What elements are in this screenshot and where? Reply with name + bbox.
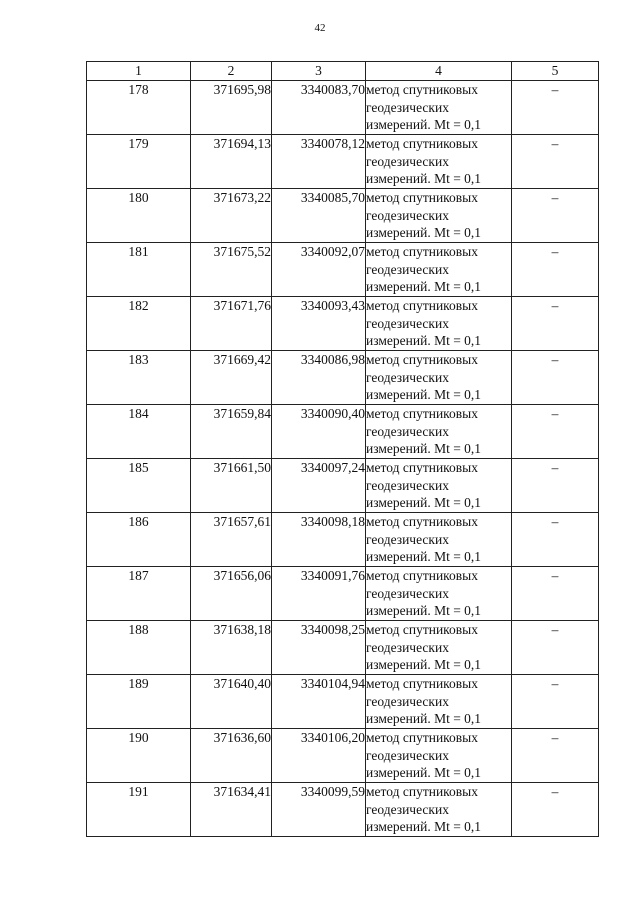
column-header-method: 4 [366, 62, 512, 81]
note-cell: – [512, 459, 599, 513]
method-cell [366, 621, 512, 675]
table-row [87, 405, 599, 459]
note-cell: – [512, 621, 599, 675]
method-line: метод спутниковых [366, 82, 478, 97]
method-cell [366, 405, 512, 459]
y-coordinate-cell: 3340078,12 [272, 135, 366, 189]
y-coordinate-cell: 3340104,94 [272, 675, 366, 729]
column-header-number: 1 [87, 62, 191, 81]
x-coordinate-cell: 371661,50 [191, 459, 272, 513]
x-coordinate-cell: 371634,41 [191, 783, 272, 837]
method-line: измерений. Mt = 0,1 [366, 225, 482, 240]
note-cell: – [512, 729, 599, 783]
method-line: метод спутниковых [366, 406, 478, 421]
method-cell [366, 297, 512, 351]
note-cell: – [512, 189, 599, 243]
method-line: метод спутниковых [366, 676, 478, 691]
point-number-cell: 184 [87, 405, 191, 459]
table-row [87, 189, 599, 243]
method-line: метод спутниковых [366, 244, 478, 259]
x-coordinate-cell: 371694,13 [191, 135, 272, 189]
method-cell [366, 135, 512, 189]
method-line: измерений. Mt = 0,1 [366, 711, 482, 726]
table-row [87, 513, 599, 567]
point-number-cell: 190 [87, 729, 191, 783]
table-row [87, 621, 599, 675]
method-line: измерений. Mt = 0,1 [366, 657, 482, 672]
x-coordinate-cell: 371695,98 [191, 81, 272, 135]
method-line: измерений. Mt = 0,1 [366, 549, 482, 564]
method-cell [366, 675, 512, 729]
method-line: измерений. Mt = 0,1 [366, 171, 482, 186]
method-line: геодезических [366, 531, 449, 547]
table-row [87, 81, 599, 135]
method-cell [366, 783, 512, 837]
x-coordinate-cell: 371656,06 [191, 567, 272, 621]
table-row [87, 783, 599, 837]
table-row [87, 297, 599, 351]
table-row [87, 567, 599, 621]
method-cell [366, 567, 512, 621]
x-coordinate-cell: 371657,61 [191, 513, 272, 567]
y-coordinate-cell: 3340090,40 [272, 405, 366, 459]
method-line: геодезических [366, 747, 449, 763]
point-number-cell: 187 [87, 567, 191, 621]
method-line: метод спутниковых [366, 568, 478, 583]
note-cell: – [512, 81, 599, 135]
table-row [87, 459, 599, 513]
note-cell: – [512, 135, 599, 189]
method-line: метод спутниковых [366, 136, 478, 151]
y-coordinate-cell: 3340098,18 [272, 513, 366, 567]
y-coordinate-cell: 3340092,07 [272, 243, 366, 297]
method-cell [366, 513, 512, 567]
method-line: геодезических [366, 639, 449, 655]
table-row [87, 351, 599, 405]
note-cell: – [512, 567, 599, 621]
y-coordinate-cell: 3340093,43 [272, 297, 366, 351]
method-line: геодезических [366, 423, 449, 439]
note-cell: – [512, 297, 599, 351]
point-number-cell: 191 [87, 783, 191, 837]
method-line: геодезических [366, 801, 449, 817]
table-body [87, 81, 599, 837]
page-number: 42 [314, 22, 326, 34]
method-line: геодезических [366, 585, 449, 601]
point-number-cell: 179 [87, 135, 191, 189]
point-number-cell: 183 [87, 351, 191, 405]
table-header-row [87, 62, 599, 81]
point-number-cell: 185 [87, 459, 191, 513]
coordinates-table [86, 61, 599, 837]
method-line: метод спутниковых [366, 460, 478, 475]
method-cell [366, 243, 512, 297]
point-number-cell: 186 [87, 513, 191, 567]
x-coordinate-cell: 371671,76 [191, 297, 272, 351]
method-line: метод спутниковых [366, 622, 478, 637]
y-coordinate-cell: 3340099,59 [272, 783, 366, 837]
table-row [87, 135, 599, 189]
method-line: измерений. Mt = 0,1 [366, 117, 482, 132]
method-line: геодезических [366, 315, 449, 331]
y-coordinate-cell: 3340106,20 [272, 729, 366, 783]
method-line: измерений. Mt = 0,1 [366, 765, 482, 780]
y-coordinate-cell: 3340085,70 [272, 189, 366, 243]
method-cell [366, 351, 512, 405]
point-number-cell: 180 [87, 189, 191, 243]
table-row [87, 729, 599, 783]
method-line: геодезических [366, 693, 449, 709]
method-cell [366, 189, 512, 243]
method-line: геодезических [366, 207, 449, 223]
note-cell: – [512, 513, 599, 567]
method-line: измерений. Mt = 0,1 [366, 387, 482, 402]
point-number-cell: 188 [87, 621, 191, 675]
method-line: метод спутниковых [366, 514, 478, 529]
x-coordinate-cell: 371640,40 [191, 675, 272, 729]
method-line: измерений. Mt = 0,1 [366, 333, 482, 348]
method-cell [366, 81, 512, 135]
method-line: геодезических [366, 153, 449, 169]
column-header-y: 3 [272, 62, 366, 81]
method-line: метод спутниковых [366, 730, 478, 745]
note-cell: – [512, 405, 599, 459]
method-line: метод спутниковых [366, 298, 478, 313]
y-coordinate-cell: 3340083,70 [272, 81, 366, 135]
method-line: геодезических [366, 261, 449, 277]
method-line: измерений. Mt = 0,1 [366, 495, 482, 510]
method-line: метод спутниковых [366, 352, 478, 367]
x-coordinate-cell: 371675,52 [191, 243, 272, 297]
method-line: измерений. Mt = 0,1 [366, 603, 482, 618]
y-coordinate-cell: 3340091,76 [272, 567, 366, 621]
x-coordinate-cell: 371673,22 [191, 189, 272, 243]
method-cell [366, 459, 512, 513]
table-row [87, 675, 599, 729]
method-line: геодезических [366, 99, 449, 115]
x-coordinate-cell: 371636,60 [191, 729, 272, 783]
x-coordinate-cell: 371669,42 [191, 351, 272, 405]
method-line: измерений. Mt = 0,1 [366, 441, 482, 456]
y-coordinate-cell: 3340097,24 [272, 459, 366, 513]
point-number-cell: 181 [87, 243, 191, 297]
note-cell: – [512, 675, 599, 729]
method-line: геодезических [366, 369, 449, 385]
point-number-cell: 189 [87, 675, 191, 729]
y-coordinate-cell: 3340098,25 [272, 621, 366, 675]
method-line: геодезических [366, 477, 449, 493]
point-number-cell: 178 [87, 81, 191, 135]
method-line: измерений. Mt = 0,1 [366, 819, 482, 834]
point-number-cell: 182 [87, 297, 191, 351]
method-line: метод спутниковых [366, 784, 478, 799]
x-coordinate-cell: 371638,18 [191, 621, 272, 675]
column-header-x: 2 [191, 62, 272, 81]
note-cell: – [512, 351, 599, 405]
note-cell: – [512, 783, 599, 837]
column-header-note: 5 [512, 62, 599, 81]
table-row [87, 243, 599, 297]
method-line: метод спутниковых [366, 190, 478, 205]
y-coordinate-cell: 3340086,98 [272, 351, 366, 405]
note-cell: – [512, 243, 599, 297]
x-coordinate-cell: 371659,84 [191, 405, 272, 459]
method-cell [366, 729, 512, 783]
method-line: измерений. Mt = 0,1 [366, 279, 482, 294]
